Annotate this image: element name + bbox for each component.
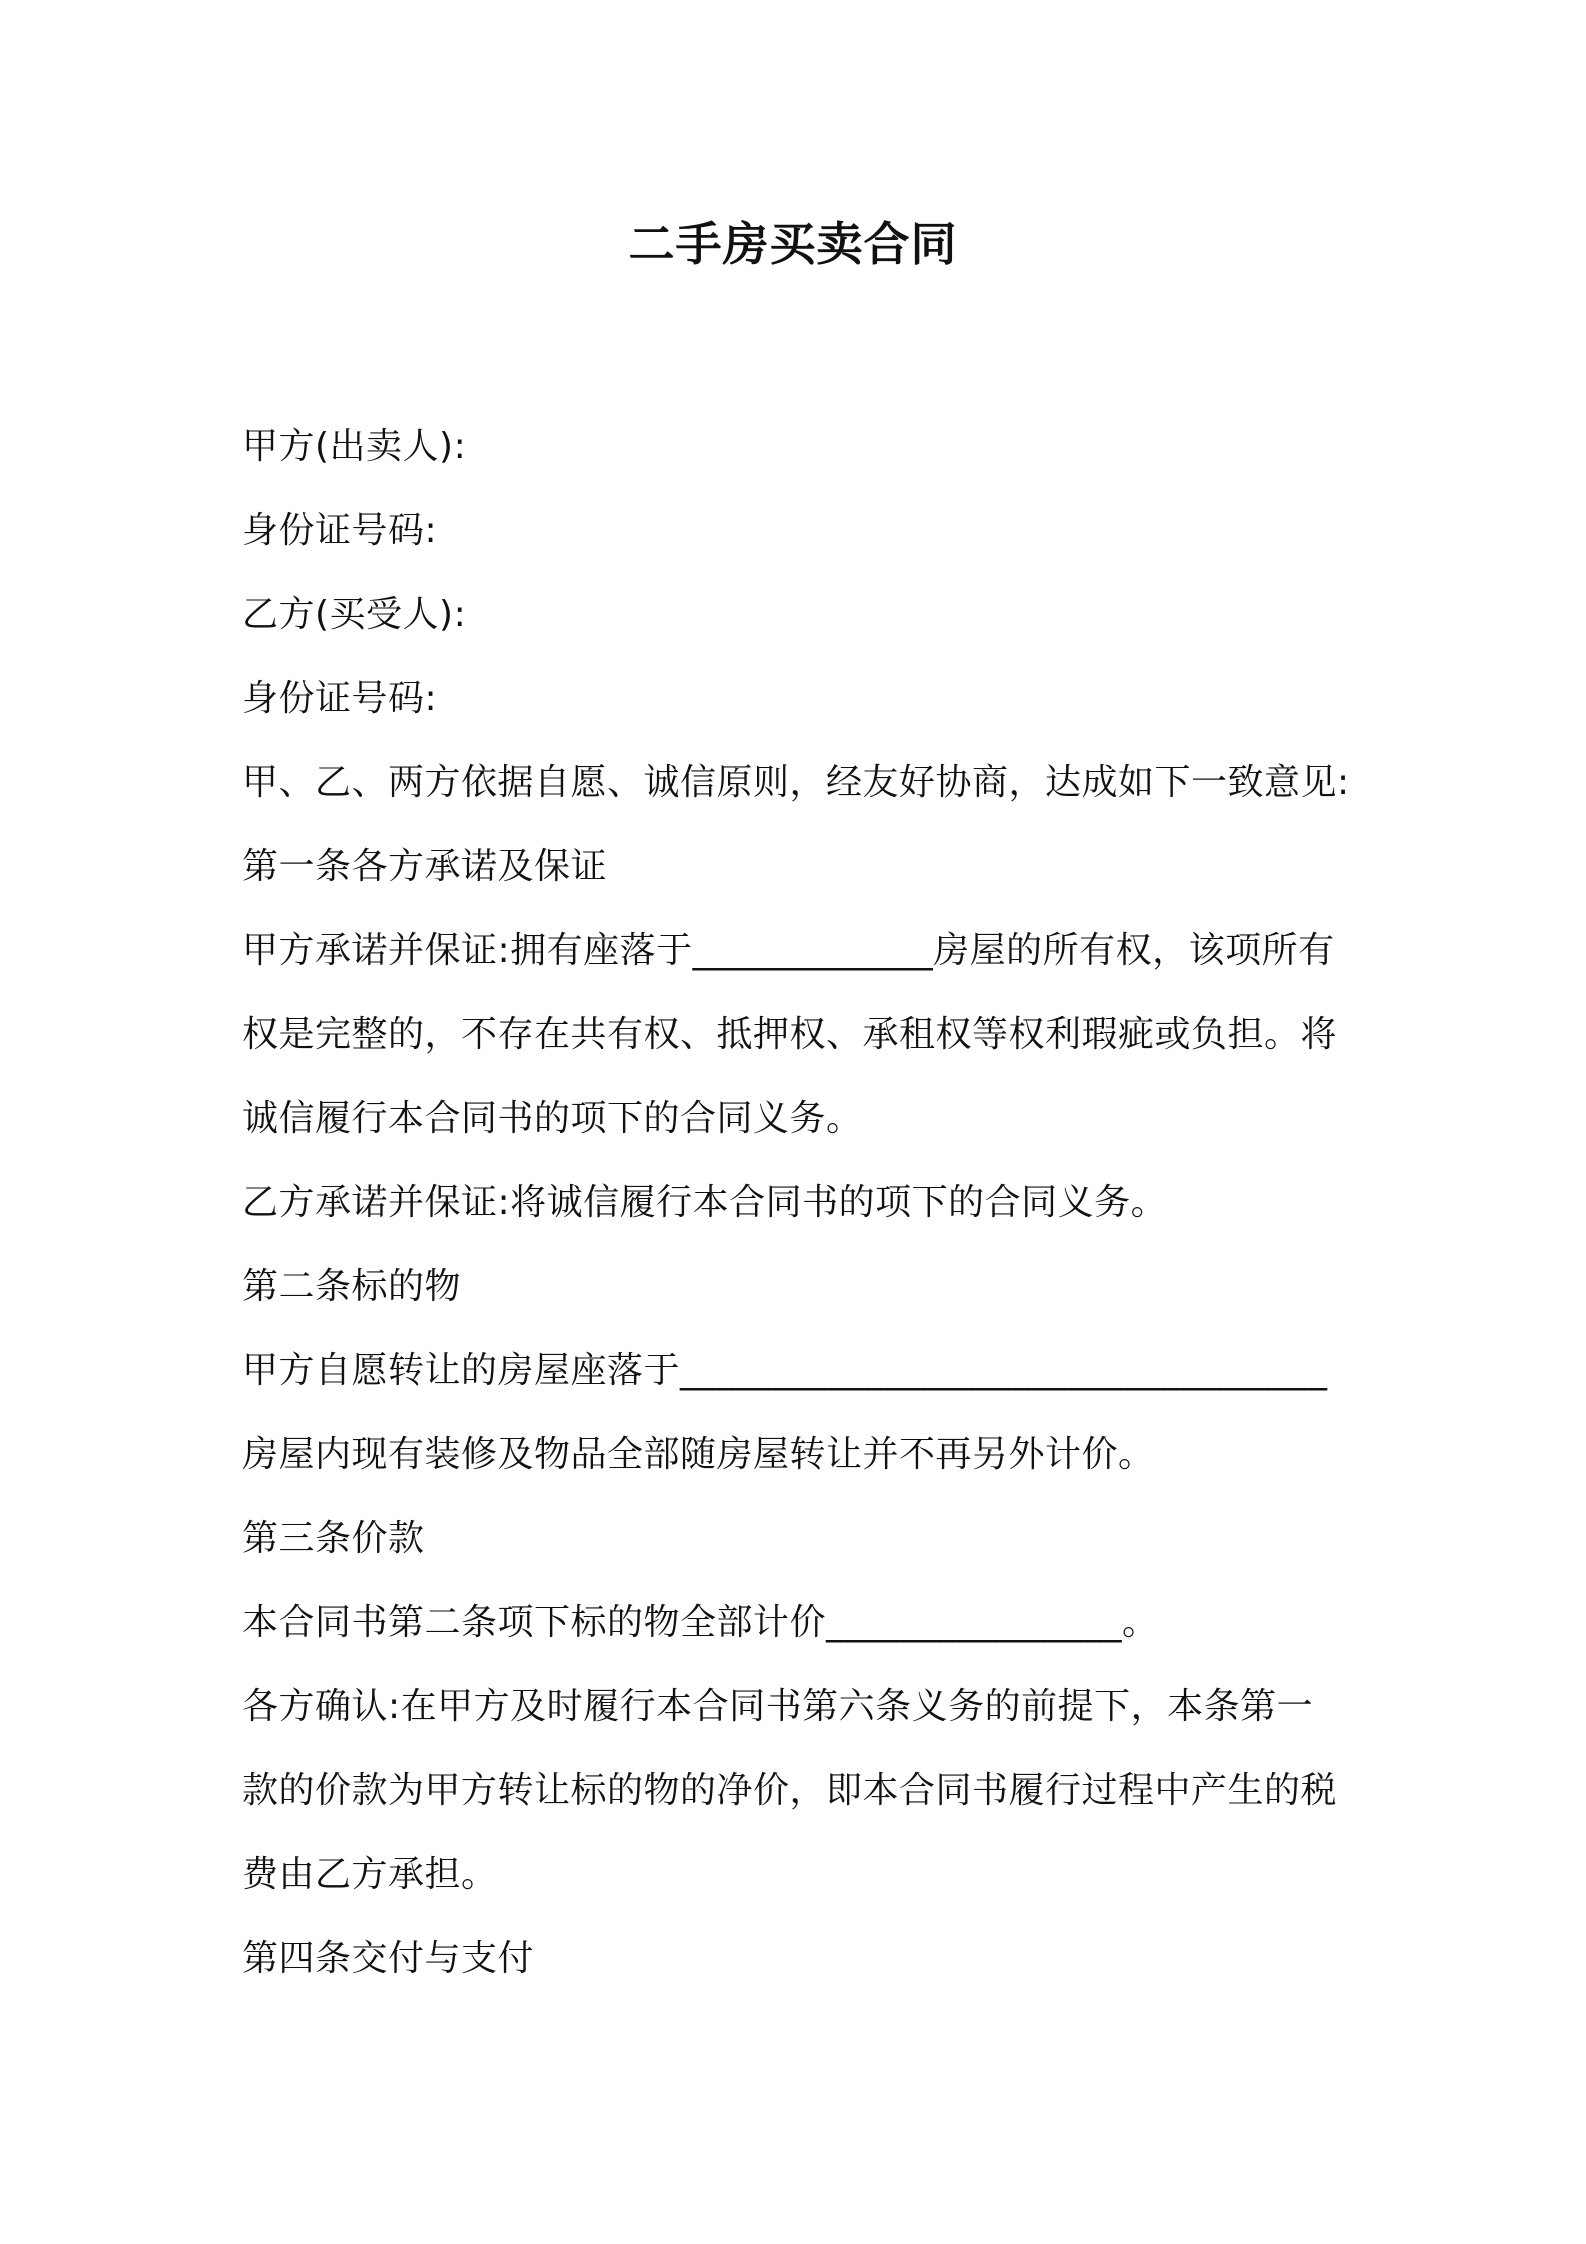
buyer-label: 乙方(买受人): [242, 594, 467, 635]
article-1-text-line: 诚信履行本合同书的项下的合同义务。 [242, 1098, 863, 1139]
seller-label: 甲方(出卖人): [242, 426, 467, 467]
article-3-confirm-line: 费由乙方承担。 [242, 1854, 498, 1895]
article-2-text-line: 房屋内现有装修及物品全部随房屋转让并不再另外计价。 [242, 1434, 1155, 1475]
buyer-id-label: 身份证号码: [242, 678, 438, 719]
article-4-heading: 第四条交付与支付 [242, 1938, 535, 1979]
document-body [242, 405, 1360, 2001]
article-3-confirm-line: 各方确认:在甲方及时履行本合同书第六条义务的前提下，本条第一 [242, 1686, 1314, 1727]
article-2-heading: 第二条标的物 [242, 1266, 462, 1307]
article-1-buyer-text: 乙方承诺并保证:将诚信履行本合同书的项下的合同义务。 [242, 1182, 1168, 1223]
article-3-price-text: 本合同书第二条项下标的物全部计价________________。 [242, 1602, 1159, 1643]
article-1-text-line: 甲方承诺并保证:拥有座落于_____________房屋的所有权，该项所有 [242, 930, 1335, 971]
article-1-text-line: 权是完整的，不存在共有权、抵押权、承租权等权利瑕疵或负担。将 [242, 1014, 1338, 1055]
article-3-heading: 第三条价款 [242, 1518, 425, 1559]
article-3-confirm-line: 款的价款为甲方转让标的物的净价，即本合同书履行过程中产生的税 [242, 1770, 1338, 1811]
article-2-text-line: 甲方自愿转让的房屋座落于___________________________________ [242, 1350, 1328, 1391]
document-title: 二手房买卖合同 [628, 217, 958, 271]
seller-id-label: 身份证号码: [242, 510, 438, 551]
article-1-heading: 第一条各方承诺及保证 [242, 846, 608, 887]
preamble-text: 甲、乙、两方依据自愿、诚信原则，经友好协商，达成如下一致意见: [242, 762, 1350, 803]
